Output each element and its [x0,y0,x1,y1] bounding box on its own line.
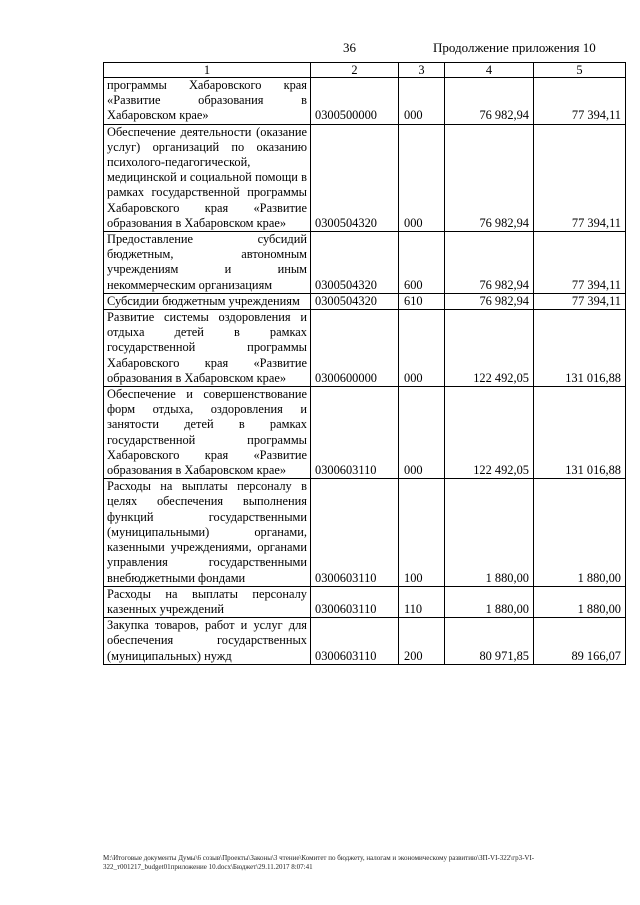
row-value-year1: 122 492,05 [445,387,534,479]
table-row [104,586,626,617]
column-header: 1 [104,63,311,78]
row-value-year1: 76 982,94 [445,293,534,309]
row-code: 0300603110 [311,586,399,617]
column-header: 3 [399,63,445,78]
row-name: программы Хабаровского края «Развитие образования в Хабаровском крае» [104,78,311,125]
row-expense-type: 000 [399,310,445,387]
table-row [104,618,626,665]
row-expense-type: 000 [399,78,445,125]
budget-table [103,62,626,665]
row-value-year2: 77 394,11 [534,124,626,231]
row-value-year2: 131 016,88 [534,310,626,387]
file-path-footer: М:\Итоговые документы Думы\6 созыв\Проекты\Законы\3 чтение\Комитет по бюджету, налогам и экономическому развитию\ЗП-VI-322\гр3-VI-322_т001217_budget01приложение 10.docx\Бюджет\29.11.2017 8:07:41 [103,854,535,871]
row-name: Расходы на выплаты персоналу казенных учреждений [104,586,311,617]
row-name: Расходы на выплаты персоналу в целях обеспечения выполнения функций государственными (муниципальными) органами, казенными учреждениями, органами управления государственными внебюджетными фондами [104,479,311,586]
table-row [104,310,626,387]
column-header: 4 [445,63,534,78]
row-value-year1: 76 982,94 [445,124,534,231]
continuation-title: Продолжение приложения 10 [433,40,596,55]
row-code: 0300603110 [311,479,399,586]
table-row [104,479,626,586]
row-value-year2: 77 394,11 [534,232,626,294]
row-code: 0300504320 [311,124,399,231]
table-row [104,232,626,294]
row-code: 0300600000 [311,310,399,387]
table-row [104,293,626,309]
row-value-year1: 1 880,00 [445,586,534,617]
column-header: 2 [311,63,399,78]
row-value-year2: 77 394,11 [534,78,626,125]
row-value-year1: 76 982,94 [445,232,534,294]
row-expense-type: 200 [399,618,445,665]
table-row [104,78,626,125]
row-expense-type: 600 [399,232,445,294]
row-name: Закупка товаров, работ и услуг для обеспечения государственных (муниципальных) нужд [104,618,311,665]
row-name: Развитие системы оздоровления и отдыха детей в рамках государственной программы Хабаровского края «Развитие образования в Хабаровском крае» [104,310,311,387]
page-number: 36 [343,40,356,55]
row-value-year1: 1 880,00 [445,479,534,586]
row-expense-type: 000 [399,387,445,479]
row-code: 0300504320 [311,232,399,294]
table-row [104,124,626,231]
row-expense-type: 610 [399,293,445,309]
row-expense-type: 100 [399,479,445,586]
row-value-year2: 77 394,11 [534,293,626,309]
row-name: Предоставление субсидий бюджетным, автономным учреждениям и иным некоммерческим организациям [104,232,311,294]
row-value-year1: 122 492,05 [445,310,534,387]
row-code: 0300603110 [311,387,399,479]
row-code: 0300603110 [311,618,399,665]
row-value-year2: 1 880,00 [534,586,626,617]
row-name: Субсидии бюджетным учреждениям [104,293,311,309]
row-name: Обеспечение деятельности (оказание услуг) организаций по оказанию психолого-педагогической, медицинской и социальной помощи в рамках государственной программы Хабаровского края «Развитие образования в Хабаровском крае» [104,124,311,231]
row-value-year1: 76 982,94 [445,78,534,125]
row-code: 0300504320 [311,293,399,309]
row-value-year2: 131 016,88 [534,387,626,479]
row-expense-type: 000 [399,124,445,231]
table-row [104,387,626,479]
row-value-year1: 80 971,85 [445,618,534,665]
row-value-year2: 1 880,00 [534,479,626,586]
row-code: 0300500000 [311,78,399,125]
row-name: Обеспечение и совершенствование форм отдыха, оздоровления и занятости детей в рамках государственной программы Хабаровского края «Развитие образования в Хабаровском крае» [104,387,311,479]
row-expense-type: 110 [399,586,445,617]
table-header-row [104,63,626,78]
column-header: 5 [534,63,626,78]
row-value-year2: 89 166,07 [534,618,626,665]
